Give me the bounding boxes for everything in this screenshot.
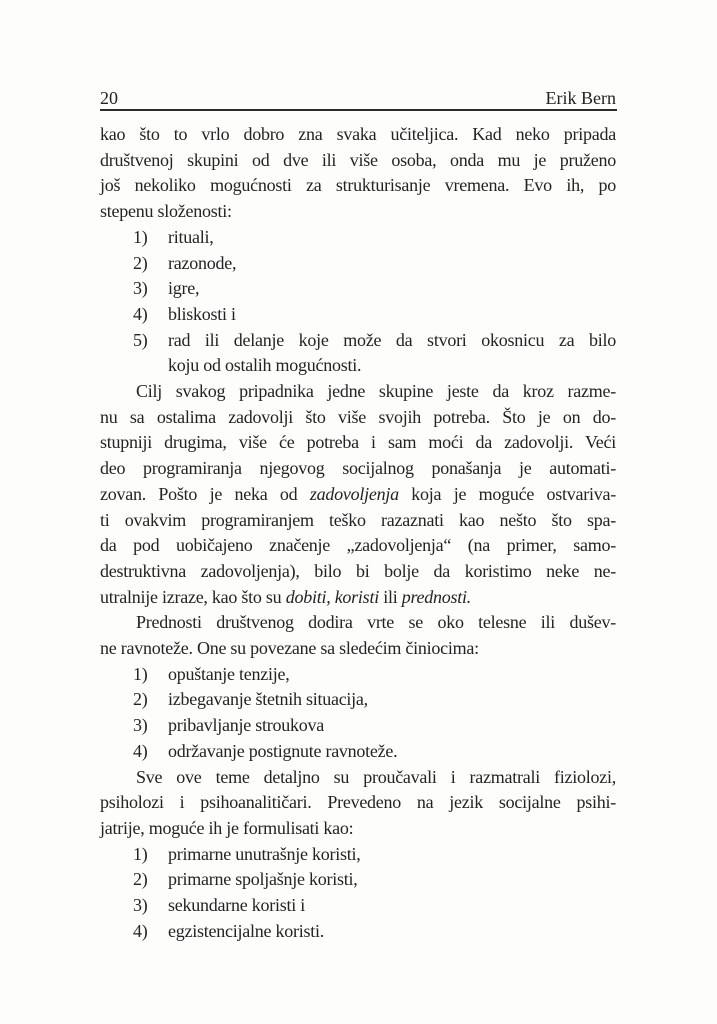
text-line [100, 533, 616, 559]
numbered-list [100, 842, 616, 945]
text-run: koju od ostalih mogućnosti. [168, 355, 362, 376]
text-line [100, 456, 616, 482]
list-item-number: 1) [133, 226, 148, 247]
list-item-number: 2) [133, 869, 148, 890]
text-line [100, 173, 616, 199]
text-run: nu sa ostalima zadovolji što više svojih potreba. Što je on do- [100, 406, 616, 427]
text-run: rituali, [168, 226, 214, 247]
text-run: primarne unutrašnje koristi, [168, 843, 361, 864]
text-run: rad ili delanje koje može da stvori okosnicu za bilo [168, 329, 616, 350]
text-run: destruktivna zadovoljenja), bilo bi bolje da koristimo neke ne- [100, 560, 616, 581]
list-item-line [168, 662, 616, 688]
list-item-line [168, 302, 616, 328]
text-run: da pod uobičajeno značenje „zadovoljenja“ (na primer, samo- [100, 535, 616, 556]
text-run: igre, [168, 278, 200, 299]
list-item-line [168, 687, 616, 713]
text-run: održavanje postignute ravnoteže. [168, 740, 398, 761]
list-item [100, 276, 616, 302]
text-run: sekundarne koristi i [168, 895, 305, 916]
list-item [100, 687, 616, 713]
italic-run: zadovoljenja [309, 483, 399, 504]
text-line [100, 148, 616, 174]
list-item-number: 3) [133, 715, 148, 736]
list-item-number: 4) [133, 303, 148, 324]
paragraph [100, 610, 616, 661]
list-item [100, 893, 616, 919]
list-item [100, 713, 616, 739]
list-item-number: 5) [133, 329, 148, 350]
list-item-number: 4) [133, 740, 148, 761]
page-header [100, 88, 616, 111]
list-item-number: 1) [133, 843, 148, 864]
list-item-line [168, 276, 616, 302]
text-line [100, 765, 616, 791]
text-run: primarne spoljašnje koristi, [168, 869, 358, 890]
numbered-list [100, 225, 616, 379]
list-item-line [168, 739, 616, 765]
page-body [100, 122, 616, 945]
header-rule [100, 109, 617, 111]
paragraph [100, 122, 616, 225]
list-item-line [168, 225, 616, 251]
text-run: društvenoj skupini od dve ili više osoba, onda mu je pruženo [100, 149, 616, 170]
text-line [100, 405, 616, 431]
text-run: jatrije, moguće ih je formulisati kao: [100, 817, 354, 838]
list-item-line [168, 328, 616, 354]
list-item-line [168, 919, 616, 945]
text-run: izbegavanje štetnih situacija, [168, 689, 368, 710]
text-run: deo programiranja njegovog socijalnog ponašanja je automati- [100, 458, 616, 479]
list-item [100, 328, 616, 379]
list-item-number: 3) [133, 278, 148, 299]
list-item-line [168, 867, 616, 893]
list-item [100, 302, 616, 328]
list-item-number: 2) [133, 689, 148, 710]
text-run: kao što to vrlo dobro zna svaka učiteljica. Kad neko pripada [100, 124, 616, 144]
text-run: Sve ove teme detaljno su proučavali i razmatrali fiziolozi, [136, 766, 616, 787]
text-line [100, 508, 616, 534]
text-line [100, 122, 616, 148]
text-line [100, 482, 616, 508]
italic-run: dobiti, koristi [285, 586, 379, 607]
list-item-line [168, 842, 616, 868]
list-item-line [168, 353, 616, 379]
text-run: ili [378, 586, 402, 607]
text-run: razonode, [168, 252, 237, 273]
text-line [100, 585, 616, 611]
author-name: Erik Bern [545, 88, 616, 108]
italic-run: prednosti. [401, 586, 472, 607]
list-item-number: 2) [133, 252, 148, 273]
text-run: zovan. Pošto je neka od [100, 483, 310, 504]
text-run: psiholozi i psihoanalitičari. Prevedeno na jezik socijalne psihi- [100, 792, 616, 813]
paragraph [100, 765, 616, 842]
list-item [100, 225, 616, 251]
text-run: stupniji drugima, više će potreba i sam moći da zadovolji. Veći [100, 432, 616, 453]
list-item [100, 739, 616, 765]
text-run: ti ovakvim programiranjem teško razaznati kao nešto što spa- [100, 509, 616, 530]
list-item-number: 3) [133, 895, 148, 916]
paragraph [100, 379, 616, 610]
text-line [100, 430, 616, 456]
text-line [100, 559, 616, 585]
list-item-number: 4) [133, 920, 148, 941]
text-line [100, 636, 616, 662]
list-item [100, 662, 616, 688]
text-run: Cilj svakog pripadnika jedne skupine jeste da kroz razme- [136, 381, 616, 402]
text-run: opuštanje tenzije, [168, 663, 290, 684]
text-run: još nekoliko mogućnosti za strukturisanje vremena. Evo ih, po [100, 175, 616, 196]
text-line [100, 379, 616, 405]
text-line [100, 790, 616, 816]
list-item [100, 867, 616, 893]
list-item-number: 1) [133, 663, 148, 684]
list-item [100, 919, 616, 945]
text-run: Prednosti društvenog dodira vrte se oko telesne ili dušev- [136, 612, 616, 633]
list-item [100, 842, 616, 868]
numbered-list [100, 662, 616, 765]
text-run: bliskosti i [168, 303, 236, 324]
text-run: utralnije izraze, kao što su [100, 586, 286, 607]
list-item [100, 251, 616, 277]
list-item-line [168, 251, 616, 277]
list-item-line [168, 893, 616, 919]
text-run: pribavljanje stroukova [168, 715, 324, 736]
text-run: egzistencijalne koristi. [168, 920, 324, 941]
text-line [100, 610, 616, 636]
page-number: 20 [100, 88, 118, 108]
text-line [100, 199, 616, 225]
text-run: koja je moguće ostvariva- [398, 483, 617, 504]
text-line [100, 816, 616, 842]
list-item-line [168, 713, 616, 739]
text-run: stepenu složenosti: [100, 201, 232, 222]
text-run: ne ravnoteže. One su povezane sa sledećim činiocima: [100, 638, 479, 659]
